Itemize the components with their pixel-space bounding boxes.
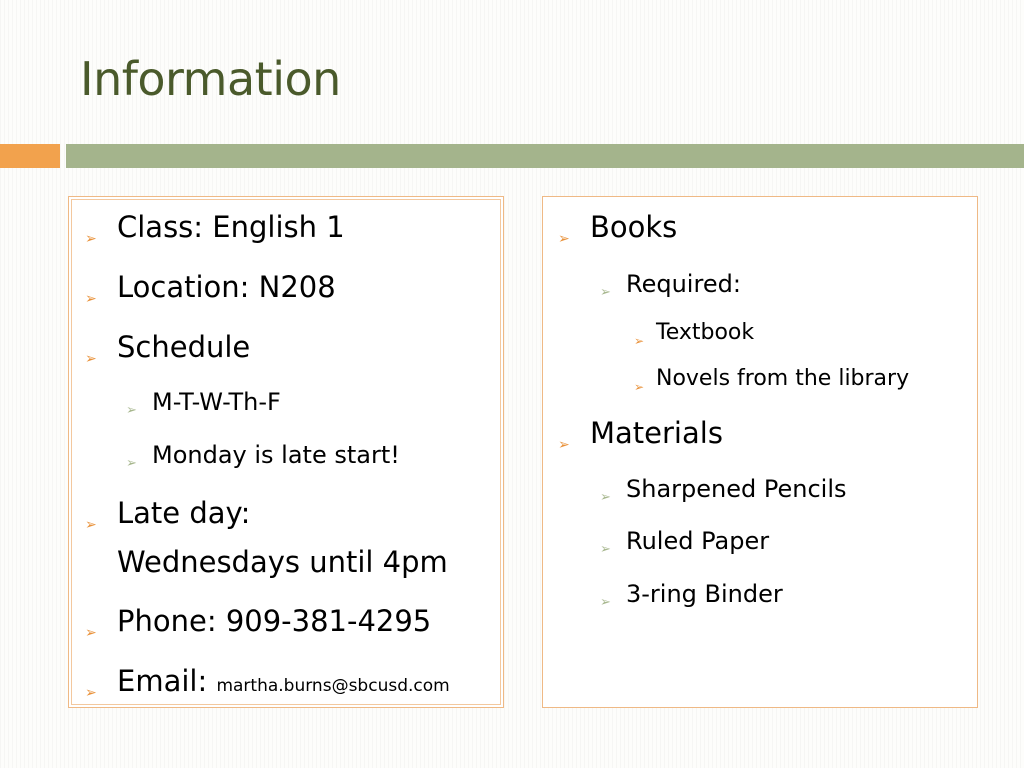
- list-subitem-late-start: [126, 440, 400, 471]
- list-item-late-day: [85, 495, 251, 533]
- arrow-bullet-icon: ➢: [85, 625, 97, 641]
- arrow-bullet-icon: ➢: [634, 334, 645, 348]
- class-text: Class: English 1: [117, 210, 345, 244]
- required-text: Required:: [626, 270, 741, 298]
- arrow-bullet-icon: ➢: [600, 595, 611, 610]
- arrow-bullet-icon: ➢: [85, 517, 97, 533]
- arrow-bullet-icon: ➢: [600, 285, 611, 300]
- arrow-bullet-icon: ➢: [85, 351, 97, 367]
- list-subitem-required: [600, 269, 741, 300]
- info-box-left: [68, 196, 504, 708]
- materials-text: Materials: [590, 416, 723, 450]
- list-item-schedule: [85, 329, 251, 367]
- list-subsubitem-novels: [634, 365, 910, 394]
- textbook-text: Textbook: [656, 320, 755, 345]
- email-link[interactable]: martha.burns@sbcusd.com: [216, 676, 450, 696]
- arrow-bullet-icon: ➢: [600, 490, 611, 505]
- schedule-days-text: M-T-W-Th-F: [152, 388, 281, 416]
- schedule-text: Schedule: [117, 330, 251, 364]
- list-subitem-pencils: [600, 474, 847, 505]
- novels-text: Novels from the library: [656, 366, 910, 391]
- arrow-bullet-icon: ➢: [85, 685, 97, 701]
- list-item-email: [85, 663, 450, 704]
- arrow-bullet-icon: ➢: [126, 456, 137, 471]
- arrow-bullet-icon: ➢: [600, 542, 611, 557]
- list-item-phone: [85, 603, 432, 641]
- pencils-text: Sharpened Pencils: [626, 475, 847, 503]
- slide-title: Information: [80, 52, 341, 106]
- late-day-line2: Wednesdays until 4pm: [117, 545, 448, 579]
- accent-bar-green: [66, 144, 1024, 168]
- location-text: Location: N208: [117, 270, 336, 304]
- arrow-bullet-icon: ➢: [85, 231, 97, 247]
- arrow-bullet-icon: ➢: [85, 291, 97, 307]
- arrow-bullet-icon: ➢: [634, 380, 645, 394]
- phone-text: Phone: 909-381-4295: [117, 604, 432, 638]
- schedule-note-text: Monday is late start!: [152, 441, 400, 469]
- email-label: Email:: [117, 664, 208, 698]
- list-subitem-paper: [600, 526, 770, 557]
- late-day-line1: Late day:: [117, 496, 251, 530]
- list-item-late-day-cont: [117, 544, 448, 580]
- arrow-bullet-icon: ➢: [558, 437, 570, 453]
- binder-text: 3-ring Binder: [626, 580, 783, 608]
- accent-bar-orange: [0, 144, 60, 168]
- list-subitem-binder: [600, 579, 783, 610]
- list-item-location: [85, 269, 336, 307]
- list-item-books: [558, 209, 678, 247]
- list-item-materials: [558, 415, 723, 453]
- arrow-bullet-icon: ➢: [126, 403, 137, 418]
- list-subsubitem-textbook: [634, 319, 755, 348]
- list-subitem-days: [126, 387, 281, 418]
- list-item-class: [85, 209, 345, 247]
- info-box-right: [542, 196, 978, 708]
- arrow-bullet-icon: ➢: [558, 231, 570, 247]
- paper-text: Ruled Paper: [626, 527, 770, 555]
- books-text: Books: [590, 210, 678, 244]
